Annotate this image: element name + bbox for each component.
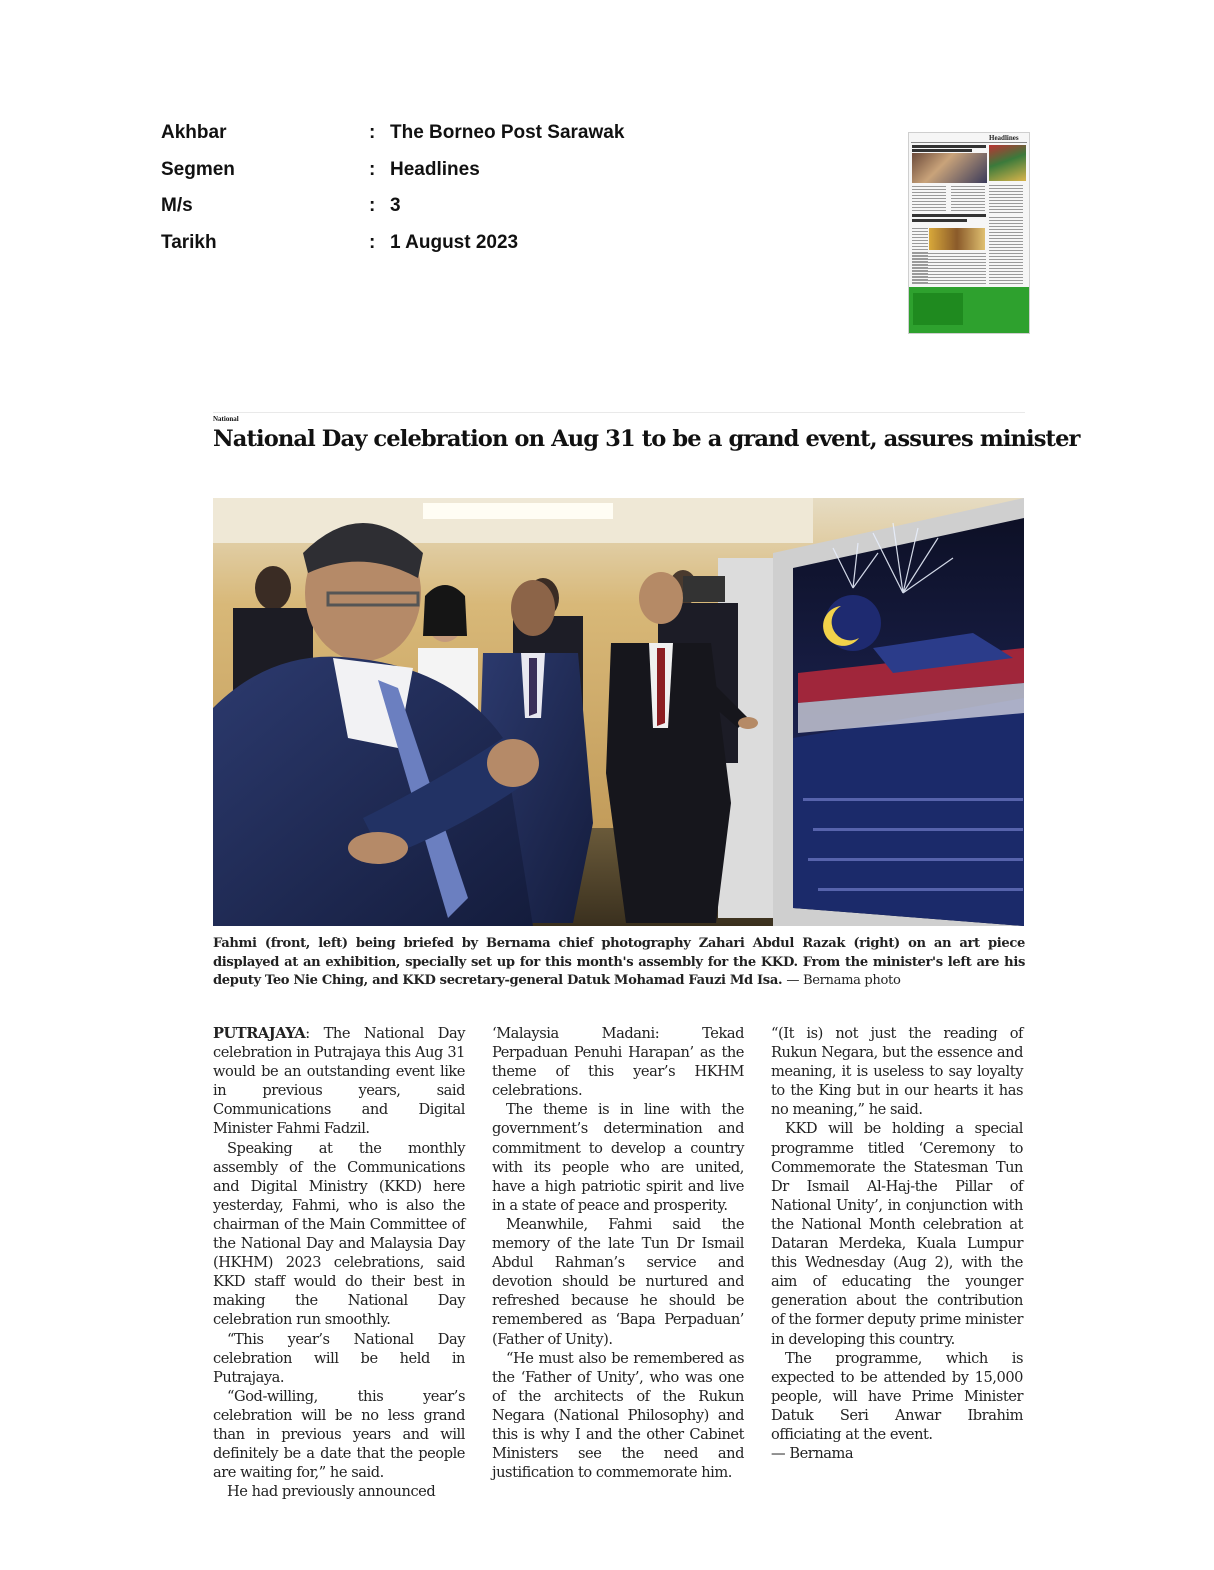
body-paragraph: ‘Malaysia Madani: Tekad Perpaduan Penuhi Harapan’ as the theme of this year’s HKHM celebrations. [492, 1025, 744, 1100]
page-thumbnail [908, 132, 1030, 334]
article-headline: National Day celebration on Aug 31 to be a grand event, assures minister [213, 426, 1080, 452]
thumbnail-advert [909, 287, 1029, 333]
meta-separator: : [369, 158, 376, 180]
body-column-1 [213, 1024, 465, 1501]
thumbnail-headline-bar [912, 149, 972, 152]
byline: — Bernama [771, 1445, 854, 1463]
thumbnail-text-block [912, 253, 986, 285]
thumbnail-headline-bar [912, 214, 986, 217]
section-rule [213, 412, 1025, 413]
body-paragraph: Meanwhile, Fahmi said the memory of the late Tun Dr Ismail Abdul Rahman’s service and devotion should be nurtured and refreshed because he should be remembered as ‘Bapa Perpaduan’ (Father of Unity). [492, 1215, 744, 1348]
meta-value-page: 3 [390, 195, 401, 216]
photo-credit: — Bernama photo [786, 973, 901, 988]
thumbnail-photo [929, 228, 985, 250]
body-paragraph: “This year’s National Day celebration will be held in Putrajaya. [213, 1330, 465, 1386]
meta-separator: : [369, 231, 376, 253]
body-paragraph: The theme is in line with the government’s determination and commitment to develop a country with its people who are united, have a high patriotic spirit and live in a state of peace and prosperity. [492, 1101, 744, 1214]
meta-separator: : [369, 195, 376, 216]
article-photo-illustration [213, 498, 1024, 926]
thumbnail-section-label: Headlines [989, 134, 1019, 142]
meta-label: M/s [161, 195, 193, 216]
meta-separator: : [369, 122, 376, 143]
thumbnail-headline-bar [912, 219, 967, 222]
thumbnail-text-block [989, 185, 1023, 213]
body-column-3 [771, 1024, 1023, 1463]
caption-text: Fahmi (front, left) being briefed by Bernama chief photography Zahari Abdul Razak (right) on an art piece displayed at an exhibition, specially set up for this month's assembly for the KKD. From the minister's left are his deputy Teo Nie Ching, and KKD secretary-general Datuk Mohamad Fauzi Md Isa. [213, 936, 1025, 988]
body-paragraph [213, 1024, 465, 1139]
dateline: PUTRAJAYA [213, 1025, 306, 1042]
thumbnail-text-block [989, 217, 1023, 285]
body-paragraph: “(It is) not just the reading of Rukun Negara, but the essence and meaning, it is useless to say loyalty to the King but in our hearts it has no meaning,” he said. [771, 1025, 1023, 1119]
meta-label: Segmen [161, 158, 235, 180]
thumbnail-photo [912, 153, 987, 183]
meta-label: Tarikh [161, 231, 217, 253]
lead-text: : The National Day celebration in Putrajaya this Aug 31 would be an outstanding event like in previous years, said Communications and Digital Minister Fahmi Fadzil. [213, 1025, 465, 1138]
thumbnail-headline-bar [912, 145, 986, 148]
body-paragraph: “He must also be remembered as the ‘Father of Unity’, who was one of the architects of the Rukun Negara (National Philosophy) and this is why I and the other Cabinet Ministers see the need and justification to commemorate him. [492, 1349, 744, 1482]
meta-value-segment: Headlines [390, 158, 480, 180]
section-kicker: National [213, 415, 239, 423]
thumbnail-text-block [912, 186, 946, 212]
meta-label: Akhbar [161, 122, 227, 143]
body-paragraph: “God-willing, this year’s celebration will be no less grand than in previous years and will definitely be a date that the people are waiting for,” he said. [213, 1387, 465, 1482]
body-paragraph: KKD will be holding a special programme titled ‘Ceremony to Commemorate the Statesman Tun Dr Ismail Al-Haj-the Pillar of National Unity’, in conjunction with the National Month celebration at Dataran Merdeka, Kuala Lumpur this Wednesday (Aug 2), with the aim of educating the younger generation about the contribution of the former deputy prime minister in developing this country. [771, 1120, 1023, 1348]
thumbnail-advert-graphic [913, 293, 963, 325]
article-body [213, 1024, 1025, 1534]
body-paragraph: The programme, which is expected to be attended by 15,000 people, will have Prime Minister Datuk Seri Anwar Ibrahim officiating at the event. [771, 1349, 1023, 1443]
article-photo [213, 498, 1024, 926]
body-column-2 [492, 1024, 744, 1482]
body-paragraph: Speaking at the monthly assembly of the Communications and Digital Ministry (KKD) here yesterday, Fahmi, who is also the chairman of the Main Committee of the National Day and Malaysia Day (HKHM) 2023 celebrations, said KKD staff would do their best in making the National Day celebration run smoothly. [213, 1139, 465, 1329]
thumbnail-photo [989, 145, 1026, 181]
thumbnail-text-block [951, 186, 985, 212]
meta-value-newspaper: The Borneo Post Sarawak [390, 122, 625, 143]
body-paragraph: He had previously announced [227, 1483, 436, 1501]
meta-value-date: 1 August 2023 [390, 231, 519, 253]
thumbnail-rule [911, 142, 1027, 143]
photo-caption [213, 935, 1025, 991]
